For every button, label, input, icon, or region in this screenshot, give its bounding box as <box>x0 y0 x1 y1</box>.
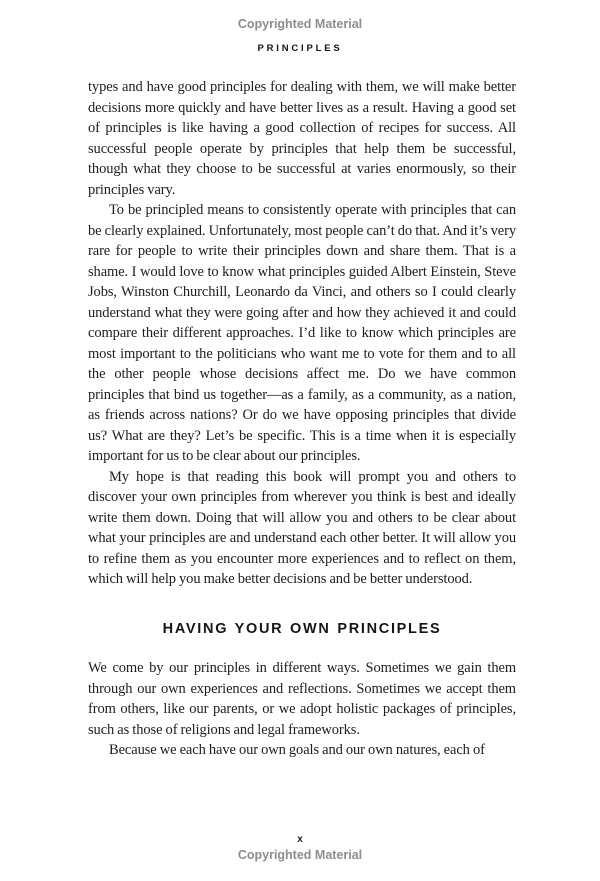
paragraph: types and have good principles for dealing with them, we will make better decisions more quickly and have better lives as a result. Having a good set of principles is like having a good collection of recipes for success. All successful people operate by principles that help them be successful, though what they choose to be successful at varies enormously, so their principles vary. <box>88 79 516 198</box>
paragraph: Because we each have our own goals and our own natures, each of <box>109 742 485 758</box>
paragraph: We come by our principles in different ways. Sometimes we gain them through our own experiences and reflections. Sometimes we accept them from others, like our parents, or we adopt holistic packages of principles, such as those of religions and legal frameworks. <box>88 660 516 738</box>
body-text-block <box>88 77 516 761</box>
running-head: PRINCIPLES <box>257 43 343 54</box>
copyright-notice-bottom: Copyrighted Material <box>237 848 363 862</box>
section-heading: HAVING YOUR OWN PRINCIPLES <box>162 620 442 637</box>
paragraph: To be principled means to consistently operate with principles that can be clearly explained. Unfortunately, most people can’t do that. And it’s very rare for people to write their principles down and share them. That is a shame. I would love to know what principles guided Albert Einstein, Steve Jobs, Winston Churchill, Leonardo da Vinci, and others so I could clearly understand what they were going after and how they achieved it and could compare their different approaches. I’d like to know which principles are most important to the politicians who want me to vote for them and to all the other people whose decisions affect me. Do we have common principles that bind us together—as a family, as a community, as a nation, as friends across nations? Or do we have opposing principles that divide us? What are they? Let’s be specific. This is a time when it is especially important for us to be clear about our principles. <box>88 202 517 464</box>
page-number: x <box>297 834 303 845</box>
copyright-notice-top: Copyrighted Material <box>237 17 363 31</box>
page-footer <box>0 834 600 881</box>
paragraph: My hope is that reading this book will prompt you and others to discover your own principles from wherever you think is best and ideally write them down. Doing that will allow you and others to be clear about what your principles are and understand each other better. It will allow you to refine them as you encounter more experiences and to reflect on them, which will help you make better decisions and be better understood. <box>88 468 516 587</box>
